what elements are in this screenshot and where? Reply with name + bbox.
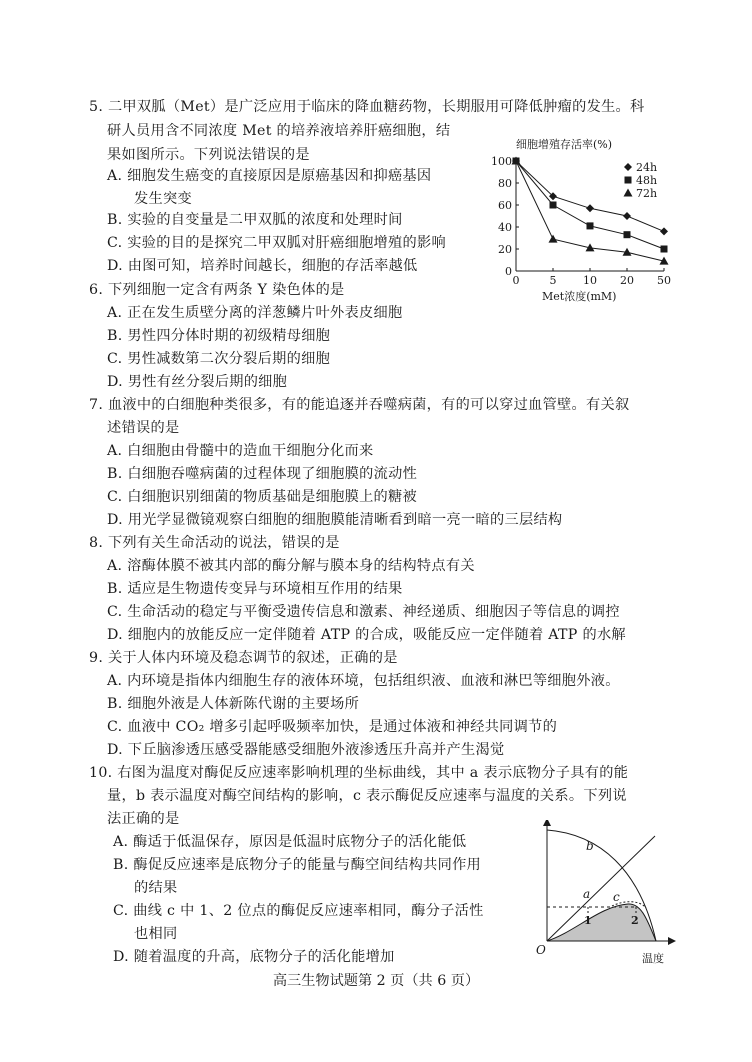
q9-option-a[interactable]: A. 内环境是指体内细胞生存的液体环境，包括组织液、血液和淋巴等细胞外液。 [107, 673, 620, 689]
q10-option-c[interactable]: C. 曲线 c 中 1、2 位点的酶促反应速率相同，酶分子活性 [113, 903, 484, 919]
q10-option-c-cont: 也相同 [134, 926, 178, 942]
met-legend-label-72h: 72h [636, 187, 658, 200]
label-a: a [583, 887, 591, 901]
q8-stem: 8. 下列有关生命活动的说法，错误的是 [89, 535, 340, 551]
met-point-48h [661, 246, 668, 253]
met-legend-marker-48h [625, 177, 632, 184]
label-origin: O [536, 943, 546, 957]
q5-option-a[interactable]: A. 细胞发生癌变的直接原因是原癌基因和抑癌基因 [107, 168, 432, 184]
label-c: c [613, 890, 620, 904]
met-legend-marker-72h [624, 189, 633, 197]
curve-c-shaded-area [547, 904, 656, 941]
met-legend-label-24h: 24h [636, 161, 658, 174]
q5-option-d[interactable]: D. 由图可知，培养时间越长，细胞的存活率越低 [107, 258, 418, 274]
q5-stem-line1: 5. 二甲双胍（Met）是广泛应用于临床的降血糖药物，长期服用可降低肿瘤的发生。科 [89, 99, 645, 115]
label-point-2: 2 [631, 914, 639, 927]
met-y-tick-label: 80 [498, 177, 512, 190]
q7-option-c[interactable]: C. 白细胞识别细菌的物质基础是细胞膜上的糖被 [107, 489, 418, 505]
q8-option-a[interactable]: A. 溶酶体膜不被其内部的酶分解与膜本身的结构特点有关 [107, 558, 475, 574]
q5-option-a-cont: 发生突变 [134, 191, 192, 207]
met-point-72h [549, 235, 558, 243]
q8-option-b[interactable]: B. 适应是生物遗传变异与环境相互作用的结果 [107, 581, 403, 597]
q9-option-c[interactable]: C. 血液中 CO₂ 增多引起呼吸频率加快，是通过体液和神经共同调节的 [107, 719, 558, 735]
q7-stem-line2: 述错误的是 [107, 420, 180, 436]
enzyme-temperature-diagram [520, 820, 680, 970]
label-point-1: 1 [584, 914, 592, 927]
met-y-tick-label: 0 [505, 265, 512, 278]
met-x-tick-label: 50 [657, 274, 671, 287]
met-y-tick-label: 100 [491, 155, 512, 168]
q7-stem-line1: 7. 血液中的白细胞种类很多，有的能追逐并吞噬病菌，有的可以穿过血管壁。有关叙 [89, 397, 630, 413]
q6-option-c[interactable]: C. 男性减数第二次分裂后期的细胞 [107, 351, 331, 367]
q10-stem-line3: 法正确的是 [107, 811, 180, 827]
met-y-tick-label: 40 [498, 221, 512, 234]
q6-option-d[interactable]: D. 男性有丝分裂后期的细胞 [107, 374, 288, 390]
q5-stem-line2: 研人员用含不同浓度 Met 的培养液培养肝癌细胞，结 [107, 123, 451, 139]
q10-option-b[interactable]: B. 酶促反应速率是底物分子的能量与酶空间结构共同作用 [113, 857, 482, 873]
met-point-24h [586, 204, 594, 212]
q9-stem: 9. 关于人体内环境及稳态调节的叙述，正确的是 [89, 650, 398, 666]
met-x-tick-label: 0 [512, 274, 520, 287]
met-y-tick-label: 20 [498, 243, 512, 256]
q10-option-a[interactable]: A. 酶适于低温保存，原因是低温时底物分子的活化能低 [113, 834, 467, 850]
met-point-48h [587, 222, 594, 229]
q6-stem: 6. 下列细胞一定含有两条 Y 染色体的是 [89, 282, 345, 298]
diagram-xlabel: 温度 [642, 952, 664, 965]
label-b: b [586, 839, 594, 853]
q10-stem-line1: 10. 右图为温度对酶促反应速率影响机理的坐标曲线，其中 a 表示底物分子具有的能 [89, 765, 629, 781]
met-point-48h [624, 231, 631, 238]
q7-option-b[interactable]: B. 白细胞吞噬病菌的过程体现了细胞膜的流动性 [107, 466, 418, 482]
q10-option-b-cont: 的结果 [134, 880, 178, 896]
q8-option-d[interactable]: D. 细胞内的放能反应一定伴随着 ATP 的合成，吸能反应一定伴随着 ATP 的水解 [107, 627, 626, 643]
q7-option-d[interactable]: D. 用光学显微镜观察白细胞的细胞膜能清晰看到暗一亮一暗的三层结构 [107, 512, 563, 528]
met-x-tick-label: 20 [620, 274, 634, 287]
met-point-24h [660, 227, 668, 235]
met-chart-ylabel: 细胞增殖存活率(%) [516, 138, 613, 151]
met-y-tick-label: 60 [498, 199, 512, 212]
page-footer: 高三生物试题第 2 页（共 6 页） [272, 973, 480, 989]
q9-option-b[interactable]: B. 细胞外液是人体新陈代谢的主要场所 [107, 696, 360, 712]
met-legend-label-48h: 48h [636, 174, 658, 187]
met-legend-marker-24h [624, 163, 632, 171]
met-survival-chart [480, 130, 680, 305]
met-x-tick-label: 10 [583, 274, 597, 287]
q7-option-a[interactable]: A. 白细胞由骨髓中的造血干细胞分化而来 [107, 443, 374, 459]
q9-option-d[interactable]: D. 下丘脑渗透压感受器能感受细胞外液渗透压升高并产生渴觉 [107, 742, 505, 758]
met-point-48h [550, 202, 557, 209]
q5-stem-line3: 果如图所示。下列说法错误的是 [107, 147, 310, 163]
met-x-tick-label: 5 [549, 274, 557, 287]
q6-option-a[interactable]: A. 正在发生质壁分离的洋葱鳞片叶外表皮细胞 [107, 305, 403, 321]
met-point-24h [623, 212, 631, 220]
met-chart-xlabel: Met浓度(mM) [542, 290, 617, 303]
q8-option-c[interactable]: C. 生命活动的稳定与平衡受遗传信息和激素、神经递质、细胞因子等信息的调控 [107, 604, 620, 620]
q10-stem-line2: 量，b 表示温度对酶空间结构的影响，c 表示酶促反应速率与温度的关系。下列说 [107, 788, 627, 804]
q5-option-b[interactable]: B. 实验的自变量是二甲双胍的浓度和处理时间 [107, 212, 403, 228]
q6-option-b[interactable]: B. 男性四分体时期的初级精母细胞 [107, 328, 331, 344]
q5-option-c[interactable]: C. 实验的目的是探究二甲双胍对肝癌细胞增殖的影响 [107, 235, 446, 251]
q10-option-d[interactable]: D. 随着温度的升高，底物分子的活化能增加 [113, 949, 395, 965]
